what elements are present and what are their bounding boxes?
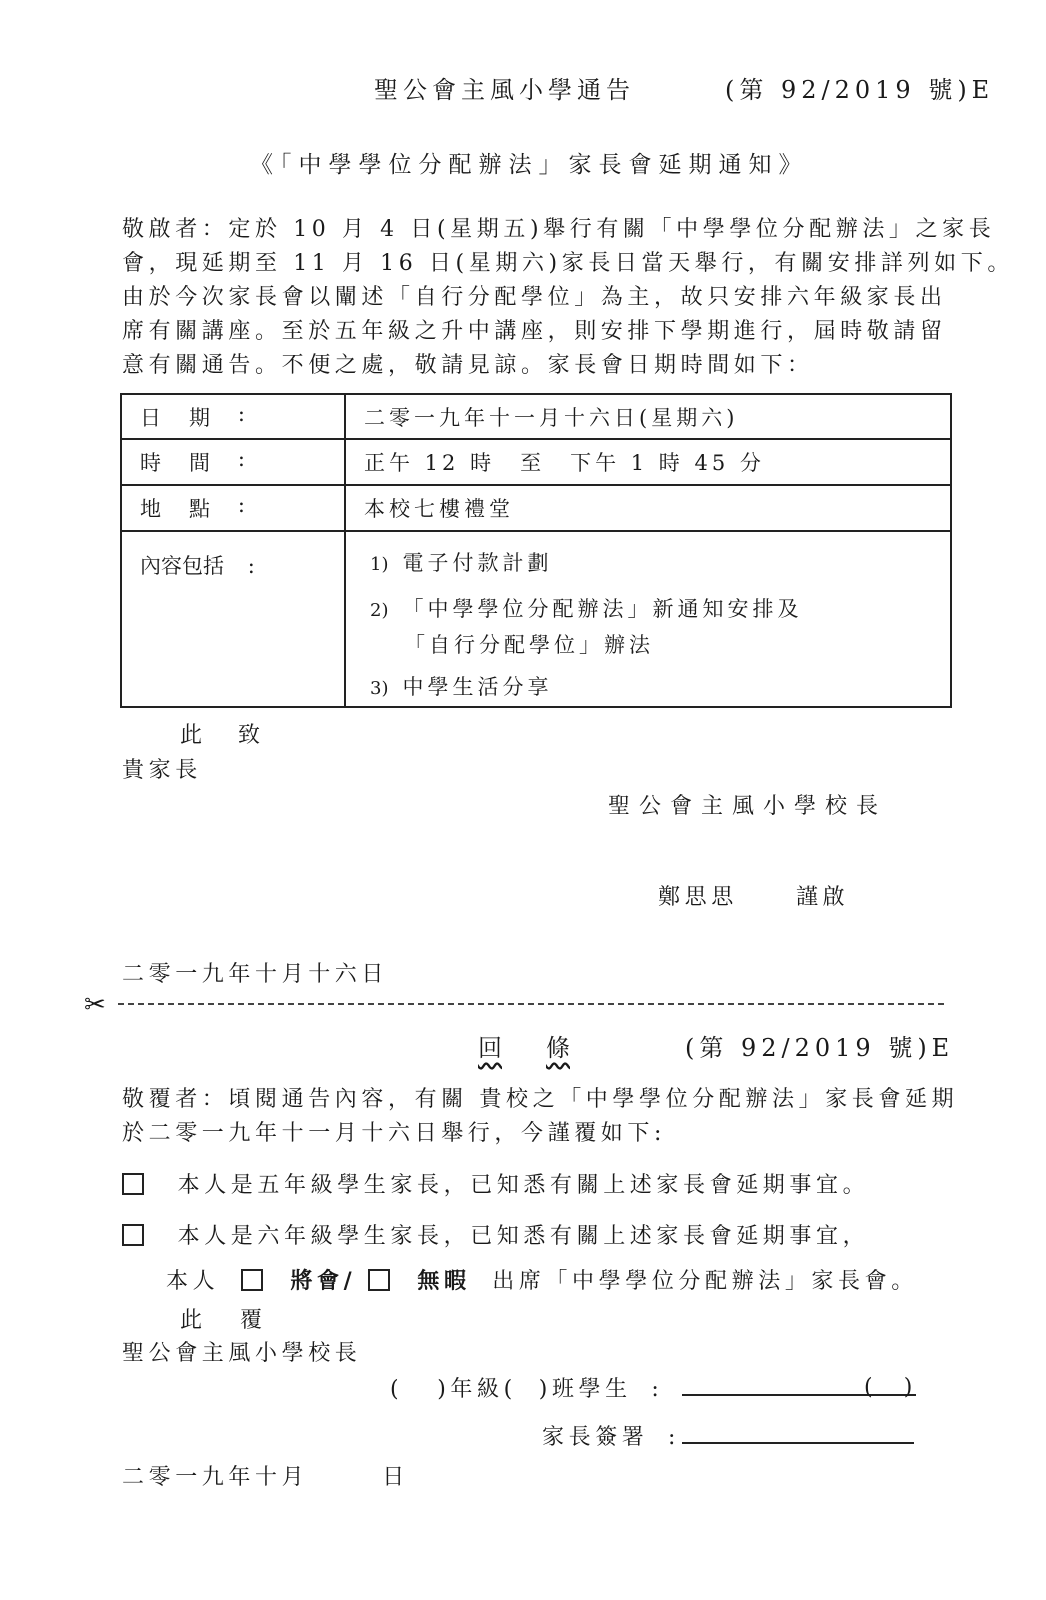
time-label-colon: : bbox=[237, 447, 248, 471]
date-label-char: 日 bbox=[140, 405, 164, 430]
item-text: 電子付款計劃 bbox=[402, 551, 553, 575]
reply-date-prefix: 二零一九年十月 bbox=[122, 1465, 309, 1490]
venue-label-char: 地 bbox=[140, 497, 164, 521]
option-grade6-text: 本人是六年級學生家長，已知悉有關上述家長會延期事宜， bbox=[177, 1224, 870, 1249]
table-row-date bbox=[121, 394, 951, 439]
content-label-colon: : bbox=[247, 554, 258, 578]
reply-intro-line: 於二零一九年十一月十六日舉行，今謹覆如下: bbox=[122, 1121, 667, 1146]
class-class-label: )班學生 bbox=[538, 1377, 632, 1402]
content-label: 內容包括 bbox=[140, 554, 224, 578]
table-row-time bbox=[121, 439, 951, 485]
table-row-content bbox=[121, 531, 951, 707]
reply-intro-line: 敬覆者：頃閱通告內容，有關 貴校之「中學學位分配辦法」家長會延期 bbox=[122, 1087, 959, 1112]
time-label-char: 時 bbox=[140, 451, 164, 475]
reply-date bbox=[122, 1460, 409, 1491]
attend-suffix: 出席「中學學位分配辦法」家長會。 bbox=[492, 1269, 918, 1294]
list-item bbox=[370, 592, 932, 662]
notice-number: (第 92/2019 號)E bbox=[725, 76, 995, 104]
time-label-char: 間 bbox=[188, 451, 213, 475]
option-grade6 bbox=[122, 1219, 869, 1250]
reply-title-char: 條 bbox=[546, 1034, 570, 1062]
time-value: 正午 12 時 至 下午 1 時 45 分 bbox=[345, 439, 951, 485]
date-value: 二零一九年十一月十六日(星期六) bbox=[345, 394, 951, 439]
grade6-checkbox[interactable] bbox=[122, 1224, 144, 1246]
option-grade5-text: 本人是五年級學生家長，已知悉有關上述家長會延期事宜。 bbox=[177, 1173, 870, 1198]
attend-yes-checkbox[interactable] bbox=[241, 1269, 263, 1291]
item-number: 2) bbox=[370, 600, 389, 621]
attend-no-checkbox[interactable] bbox=[368, 1269, 390, 1291]
table-row-venue bbox=[121, 485, 951, 531]
recipient: 貴家長 bbox=[122, 758, 202, 783]
attendance-line bbox=[166, 1264, 918, 1295]
closing-zhi: 致 bbox=[238, 723, 265, 748]
grade5-checkbox[interactable] bbox=[122, 1173, 144, 1195]
venue-label-char: 點 bbox=[188, 497, 213, 521]
class-number-paren: ( ) bbox=[864, 1375, 917, 1400]
item-text: 「中學學位分配辦法」新通知安排及 bbox=[402, 597, 803, 621]
reply-closing-ci: 此 bbox=[180, 1308, 207, 1333]
item-text-continued: 「自行分配學位」辦法 bbox=[404, 633, 654, 657]
closing-ci: 此 bbox=[180, 723, 207, 748]
class-open-paren: ( bbox=[390, 1377, 404, 1402]
signatory-org: 聖公會主風小學校長 bbox=[608, 794, 888, 819]
date-label-colon: : bbox=[237, 401, 248, 426]
class-colon: : bbox=[651, 1377, 664, 1402]
item-text: 中學生活分享 bbox=[402, 675, 553, 699]
school-notice-title: 聖公會主風小學通告 bbox=[374, 76, 635, 104]
list-item bbox=[370, 546, 932, 582]
class-grade-label: )年級( bbox=[437, 1377, 517, 1402]
paragraph-line: 敬啟者：定於 10 月 4 日(星期五)舉行有關「中學學位分配辦法」之家長 bbox=[122, 217, 996, 242]
paragraph-line: 席有關講座。至於五年級之升中講座，則安排下學期進行，屆時敬請留 bbox=[122, 319, 947, 344]
attend-yes-label: 將會/ bbox=[290, 1268, 357, 1294]
notice-date: 二零一九年十月十六日 bbox=[122, 962, 389, 987]
content-list bbox=[370, 546, 932, 706]
paragraph-line: 由於今次家長會以闡述「自行分配學位」為主，故只安排六年級家長出 bbox=[122, 285, 947, 310]
item-number: 3) bbox=[370, 678, 389, 699]
parent-signature-label: 家長簽署 : bbox=[542, 1425, 681, 1450]
venue-value: 本校七樓禮堂 bbox=[345, 485, 951, 531]
student-name-field[interactable] bbox=[682, 1370, 917, 1400]
date-label-char: 期 bbox=[188, 405, 213, 430]
paragraph-line: 意有關通告。不便之處，敬請見諒。家長會日期時間如下： bbox=[122, 353, 814, 378]
item-number: 1) bbox=[370, 554, 389, 575]
reply-title-char: 回 bbox=[478, 1034, 502, 1062]
cut-line bbox=[118, 1003, 944, 1005]
paragraph-line: 會，現延期至 11 月 16 日(星期六)家長日當天舉行，有關安排詳列如下。 bbox=[122, 251, 1014, 276]
reply-date-suffix: 日 bbox=[382, 1465, 409, 1490]
reply-notice-number: (第 92/2019 號)E bbox=[685, 1034, 955, 1062]
principal-name: 鄭思思 bbox=[658, 885, 738, 910]
reply-title bbox=[478, 1028, 570, 1063]
student-class-line bbox=[390, 1372, 663, 1403]
attend-prefix: 本人 bbox=[166, 1269, 220, 1294]
scissors-icon: ✂ bbox=[84, 990, 106, 1020]
list-item bbox=[370, 670, 932, 706]
attend-no-label: 無暇 bbox=[417, 1268, 471, 1294]
parent-signature-field[interactable] bbox=[682, 1418, 914, 1444]
notice-subject: 《「中學學位分配辦法」家長會延期通知》 bbox=[250, 152, 809, 178]
sign-word: 謹啟 bbox=[796, 885, 850, 910]
meeting-details-table bbox=[120, 393, 952, 708]
reply-addressee: 聖公會主風小學校長 bbox=[122, 1341, 362, 1366]
reply-closing-fu: 覆 bbox=[240, 1308, 267, 1333]
option-grade5 bbox=[122, 1168, 869, 1199]
venue-label-colon: : bbox=[237, 493, 248, 517]
